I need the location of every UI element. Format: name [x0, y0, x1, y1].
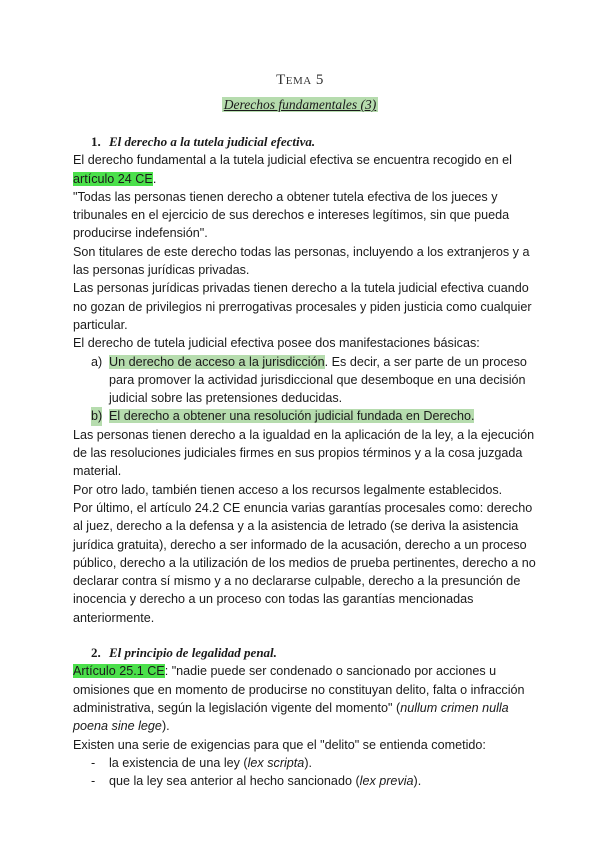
section-1-paragraph-2: Son titulares de este derecho todas las personas, incluyendo a los extranjeros y a las personas jurídicas privadas. [73, 244, 530, 278]
section-1-paragraph-5: Las personas tienen derecho a la igualdad en la aplicación de la ley, a la ejecución de las resoluciones judiciales firmes en sus propios términos y a la cosa juzgada material. [73, 427, 535, 479]
list-item-b: b) El derecho a obtener una resolución judicial fundada en Derecho. [73, 407, 543, 425]
section-2-paragraph-1: Artículo 25.1 CE: "nadie puede ser condenado o sancionado por acciones u omisiones que en momento de producirse no constituyan delito, falta o infracción administrativa, según la legislación vigente del momento" (nullum crimen nulla poena sine lege). [73, 664, 525, 734]
section-1-paragraph-3: Las personas jurídicas privadas tienen derecho a la tutela judicial efectiva cuando no gozan de privilegios ni prerrogativas procesales y piden justicia como cualquier particular. [73, 281, 532, 332]
section-1-paragraph-7: Por último, el artículo 24.2 CE enuncia varias garantías procesales como: derecho al juez, derecho a la defensa y a la asistencia de letrado (se deriva la asistencia jurídica gratuita), derecho a ser informado de la acusación, derecho a un proceso público, derecho a la utilización de los medios de prueba pertinentes, derecho a no declarar contra sí mismo y a no declararse culpable, derecho a la presunción de inocencia y derecho a un proceso con todas las garantías mencionadas anteriormente. [73, 500, 536, 625]
page-subtitle [0, 97, 600, 113]
section-2-heading: 2. El principio de legalidad penal. [91, 645, 277, 661]
article-24-highlight: artículo 24 CE [73, 171, 153, 186]
item-b-highlight: El derecho a obtener una resolución judicial fundada en Derecho. [109, 409, 475, 424]
page-title: Tema 5 [276, 72, 324, 88]
section-2-paragraph-2: Existen una serie de exigencias para que el "delito" se entienda cometido: [73, 737, 486, 752]
list-item-a: a) Un derecho de acceso a la jurisdicción. Es decir, a ser parte de un proceso para promover la actividad jurisdiccional que desemboque en una decisión judicial sobre las pretensiones deducidas. [91, 354, 527, 406]
document-body [73, 133, 543, 790]
subtitle-highlight: Derechos fundamentales (3) [223, 97, 377, 112]
section-1-heading: 1. El derecho a la tutela judicial efectiva. [91, 134, 316, 149]
bullet-item-2: - que la ley sea anterior al hecho sancionado (lex previa). [91, 774, 422, 789]
article-25-highlight: Artículo 25.1 CE [73, 664, 165, 679]
bullet-item-1: - la existencia de una ley (lex scripta). [91, 755, 313, 770]
item-a-highlight: Un derecho de acceso a la jurisdicción [109, 354, 325, 369]
section-1-paragraph-1: El derecho fundamental a la tutela judicial efectiva se encuentra recogido en el artículo 24 CE. [73, 153, 512, 186]
section-1-paragraph-6: Por otro lado, también tienen acceso a los recursos legalmente establecidos. [73, 482, 503, 497]
section-1-paragraph-4: El derecho de tutela judicial efectiva posee dos manifestaciones básicas: [73, 336, 480, 351]
section-1-quote: "Todas las personas tienen derecho a obtener tutela efectiva de los jueces y tribunales en el ejercicio de sus derechos e intereses legítimos, sin que pueda producirse indefensión". [73, 189, 510, 241]
